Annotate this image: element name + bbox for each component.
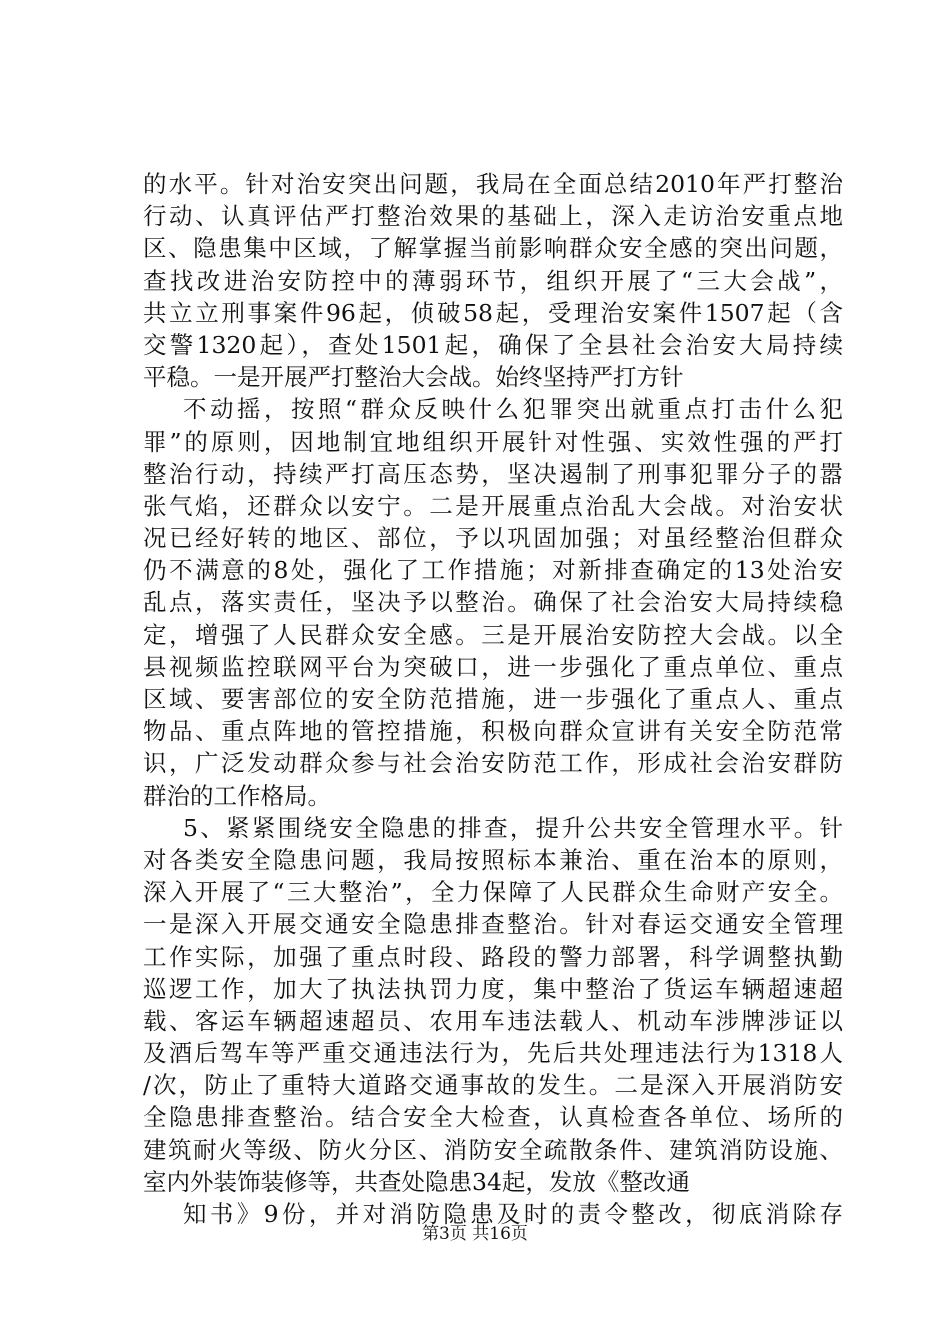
text-line: 识，广泛发动群众参与社会治安防范工作，形成社会治安群防 (143, 749, 843, 778)
text-line: 工作实际，加强了重点时段、路段的警力部署，科学调整执勤 (143, 942, 843, 971)
text-line: 张气焰，还群众以安宁。二是开展重点治乱大会战。对治安状 (143, 491, 843, 520)
text-line: 的水平。针对治安突出问题，我局在全面总结2010年严打整治 (143, 170, 843, 198)
text-line: 共立立刑事案件96起，侦破58起，受理治安案件1507起（含 (143, 298, 843, 327)
text-line: 巡逻工作，加大了执法执罚力度，集中整治了货运车辆超速超 (143, 974, 843, 1003)
text-line: 对各类安全隐患问题，我局按照标本兼治、重在治本的原则， (143, 845, 843, 874)
text-line: 罪”的原则，因地制宜地组织开展针对性强、实效性强的严打 (143, 427, 843, 456)
text-line: 区、隐患集中区域，了解掌握当前影响群众安全感的突出问题， (143, 234, 843, 263)
text-line: 深入开展了“三大整治”，全力保障了人民群众生命财产安全。 (143, 878, 843, 907)
text-line: 交警1320起），查处1501起，确保了全县社会治安大局持续 (143, 330, 843, 359)
text-line: 平稳。一是开展严打整治大会战。始终坚持严打方针 (143, 363, 684, 392)
text-line: /次，防止了重特大道路交通事故的发生。二是深入开展消防安 (143, 1071, 843, 1100)
text-line: 区域、要害部位的安全防范措施，进一步强化了重点人、重点 (143, 685, 843, 713)
text-line: 群治的工作格局。 (143, 781, 331, 810)
text-line: 全隐患排查整治。结合安全大检查，认真检查各单位、场所的 (143, 1103, 843, 1132)
page-number: 第3页 共16页 (422, 1224, 528, 1244)
text-line: 不动摇，按照“群众反映什么犯罪突出就重点打击什么犯 (183, 395, 843, 424)
text-line: 一是深入开展交通安全隐患排查整治。针对春运交通安全管理 (143, 910, 843, 939)
page-footer (0, 1223, 950, 1245)
body-text (143, 168, 843, 1230)
text-line: 建筑耐火等级、防火分区、消防安全疏散条件、建筑消防设施、 (143, 1135, 843, 1164)
text-line: 查找改进治安防控中的薄弱环节，组织开展了“三大会战”， (143, 266, 843, 295)
text-line: 定，增强了人民群众安全感。三是开展治安防控大会战。以全 (143, 620, 843, 649)
text-line: 物品、重点阵地的管控措施，积极向群众宣讲有关安全防范常 (143, 717, 843, 746)
text-line: 况已经好转的地区、部位，予以巩固加强；对虽经整治但群众 (143, 524, 843, 553)
text-line: 室内外装饰装修等，共查处隐患34起，发放《整改通 (143, 1167, 690, 1196)
text-line: 及酒后驾车等严重交通违法行为，先后共处理违法行为1318人 (143, 1039, 843, 1068)
text-line: 行动、认真评估严打整治效果的基础上，深入走访治安重点地 (143, 202, 843, 231)
text-line: 5、紧紧围绕安全隐患的排查，提升公共安全管理水平。针 (183, 813, 843, 842)
text-line: 仍不满意的8处，强化了工作措施；对新排查确定的13处治安 (143, 556, 843, 585)
text-line: 县视频监控联网平台为突破口，进一步强化了重点单位、重点 (143, 652, 843, 681)
text-line: 乱点，落实责任，坚决予以整治。确保了社会治安大局持续稳 (143, 588, 843, 617)
text-line: 知书》9份，并对消防隐患及时的责令整改，彻底消除存 (183, 1200, 843, 1228)
text-line: 整治行动，持续严打高压态势，坚决遏制了刑事犯罪分子的嚣 (143, 459, 843, 488)
text-line: 载、客运车辆超速超员、农用车违法载人、机动车涉牌涉证以 (143, 1006, 843, 1035)
